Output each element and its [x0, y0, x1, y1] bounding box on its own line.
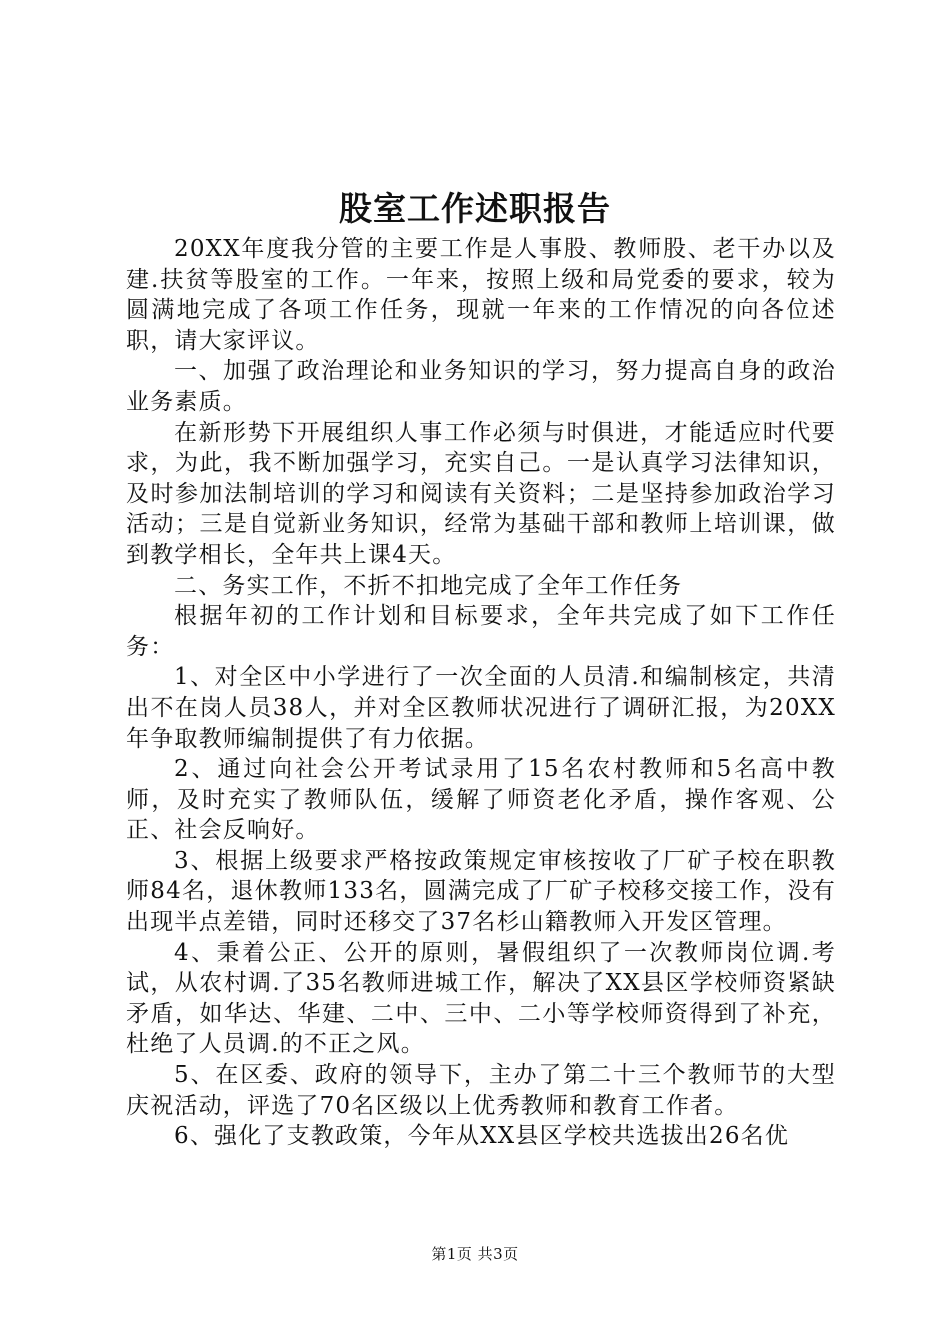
page-number-footer: 第1页 共3页: [431, 1245, 519, 1263]
list-item-4: 4、秉着公正、公开的原则，暑假组织了一次教师岗位调.考试，从农村调.了35名教师进城工作，解决了XX县区学校师资紧缺矛盾，如华达、华建、二中、三中、二小等学校师资得到了补充，杜绝了人员调.的不正之风。: [126, 939, 836, 1058]
document-body: [126, 234, 836, 1152]
section-heading-1: 一、加强了政治理论和业务知识的学习，努力提高自身的政治业务素质。: [126, 358, 836, 415]
list-item-5: 5、在区委、政府的领导下，主办了第二十三个教师节的大型庆祝活动，评选了70名区级以上优秀教师和教育工作者。: [126, 1062, 836, 1119]
paragraph-intro: 20XX年度我分管的主要工作是人事股、教师股、老干办以及建.扶贫等股室的工作。一年来，按照上级和局党委的要求，较为圆满地完成了各项工作任务，现就一年来的工作情况的向各位述职，请大家评议。: [126, 236, 836, 354]
list-item-2: 2、通过向社会公开考试录用了15名农村教师和5名高中教师，及时充实了教师队伍，缓解了师资老化矛盾，操作客观、公正、社会反响好。: [126, 756, 836, 844]
section-heading-2: 二、务实工作，不折不扣地完成了全年工作任务: [174, 572, 683, 599]
paragraph-tasks-intro: 根据年初的工作计划和目标要求，全年共完成了如下工作任务：: [126, 603, 836, 660]
document-title: 股室工作述职报告: [339, 189, 611, 228]
list-item-6: 6、强化了支教政策，今年从XX县区学校共选拔出26名优: [174, 1123, 790, 1150]
paragraph-study: 在新形势下开展组织人事工作必须与时俱进，才能适应时代要求，为此，我不断加强学习，充实自己。一是认真学习法律知识，及时参加法制培训的学习和阅读有关资料；二是坚持参加政治学习活动；三是自觉新业务知识，经常为基础干部和教师上培训课，做到教学相长，全年共上课4天。: [126, 419, 836, 568]
list-item-1: 1、对全区中小学进行了一次全面的人员清.和编制核定，共清出不在岗人员38人，并对全区教师状况进行了调研汇报，为20XX年争取教师编制提供了有力依据。: [126, 664, 836, 752]
list-item-3: 3、根据上级要求严格按政策规定审核按收了厂矿子校在职教师84名，退休教师133名，圆满完成了厂矿子校移交接工作，没有出现半点差错，同时还移交了37名杉山籍教师入开发区管理。: [126, 847, 836, 936]
